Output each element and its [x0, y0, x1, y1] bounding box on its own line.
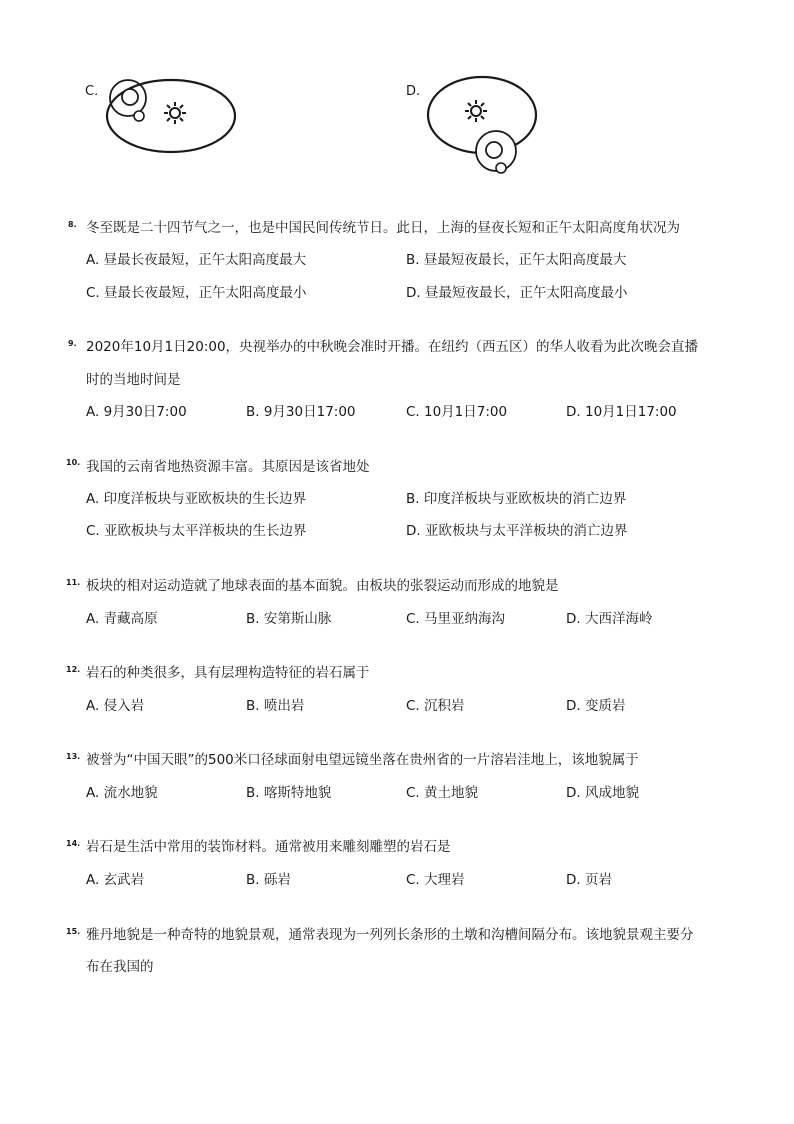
option-d: D. 大西洋海岭: [566, 611, 653, 627]
option-b: B. 昼最短夜最长，正午太阳高度最大: [406, 252, 627, 268]
question-stem: 2020年10月1日20:00，央视举办的中秋晚会准时开播。在纽约（西五区）的华人收看为此次晚会直播: [86, 339, 699, 355]
option-d: D. 风成地貌: [566, 785, 639, 801]
question-stem: 我国的云南省地热资源丰富。其原因是该省地处: [86, 459, 370, 475]
question-number: 15.: [66, 927, 81, 936]
option-c-label: C.: [85, 84, 99, 99]
question-stem: 板块的相对运动造就了地球表面的基本面貌。由板块的张裂运动而形成的地貌是: [86, 578, 559, 594]
orbit-diagram-c: [105, 76, 240, 158]
question-stem: 雅丹地貌是一种奇特的地貌景观，通常表现为一列列长条形的土墩和沟槽间隔分布。该地貌景观主要分: [86, 927, 694, 943]
earth-d: [486, 142, 502, 158]
question-stem: 岩石是生活中常用的装饰材料。通常被用来雕刻雕塑的岩石是: [86, 839, 451, 855]
option-d: D. 亚欧板块与太平洋板块的消亡边界: [406, 523, 628, 539]
option-c: C. 昼最长夜最短，正午太阳高度最小: [86, 285, 307, 301]
question-stem: 被誉为“中国天眼”的500米口径球面射电望远镜坐落在贵州省的一片溶岩洼地上，该地貌属于: [86, 752, 639, 768]
orbit-diagram-d: [424, 74, 550, 176]
moon-c: [134, 111, 144, 121]
option-d: D. 10月1日17:00: [566, 404, 677, 420]
option-a: A. 玄武岩: [86, 872, 145, 888]
option-d: D. 昼最短夜最长，正午太阳高度最小: [406, 285, 628, 301]
option-b: B. 印度洋板块与亚欧板块的消亡边界: [406, 491, 627, 507]
option-c: C. 亚欧板块与太平洋板块的生长边界: [86, 523, 307, 539]
question-number: 8.: [68, 220, 77, 229]
question-number: 12.: [66, 665, 81, 674]
question-stem: 岩石的种类很多，具有层理构造特征的岩石属于: [86, 665, 370, 681]
option-c: C. 大理岩: [406, 872, 465, 888]
option-a: A. 印度洋板块与亚欧板块的生长边界: [86, 491, 307, 507]
option-b: B. 9月30日17:00: [246, 404, 356, 420]
earth-c: [122, 89, 138, 105]
sun-icon: [465, 100, 487, 122]
option-d: D. 变质岩: [566, 698, 626, 714]
option-c: C. 10月1日7:00: [406, 404, 508, 420]
question-stem: 冬至既是二十四节气之一，也是中国民间传统节日。此日，上海的昼夜长短和正午太阳高度角状况为: [86, 220, 680, 236]
option-c: C. 沉积岩: [406, 698, 465, 714]
option-a: A. 流水地貌: [86, 785, 158, 801]
question-number: 11.: [66, 578, 81, 587]
option-a: A. 青藏高原: [86, 611, 158, 627]
moon-d: [496, 163, 506, 173]
question-stem: 布在我国的: [86, 959, 154, 975]
question-number: 13.: [66, 752, 81, 761]
question-number: 9.: [68, 339, 77, 348]
option-a: A. 9月30日7:00: [86, 404, 187, 420]
option-d-label: D.: [406, 84, 421, 99]
option-b: B. 安第斯山脉: [246, 611, 332, 627]
question-number: 10.: [66, 458, 81, 467]
option-d: D. 页岩: [566, 872, 612, 888]
question-number: 14.: [66, 839, 81, 848]
option-c: C. 马里亚纳海沟: [406, 611, 506, 627]
option-c: C. 黄土地貌: [406, 785, 479, 801]
option-a: A. 侵入岩: [86, 698, 145, 714]
sun-icon: [164, 102, 186, 124]
option-b: B. 喷出岩: [246, 698, 305, 714]
option-b: B. 喀斯特地貌: [246, 785, 332, 801]
option-b: B. 砾岩: [246, 872, 291, 888]
question-stem: 时的当地时间是: [86, 372, 181, 388]
option-a: A. 昼最长夜最短，正午太阳高度最大: [86, 252, 307, 268]
